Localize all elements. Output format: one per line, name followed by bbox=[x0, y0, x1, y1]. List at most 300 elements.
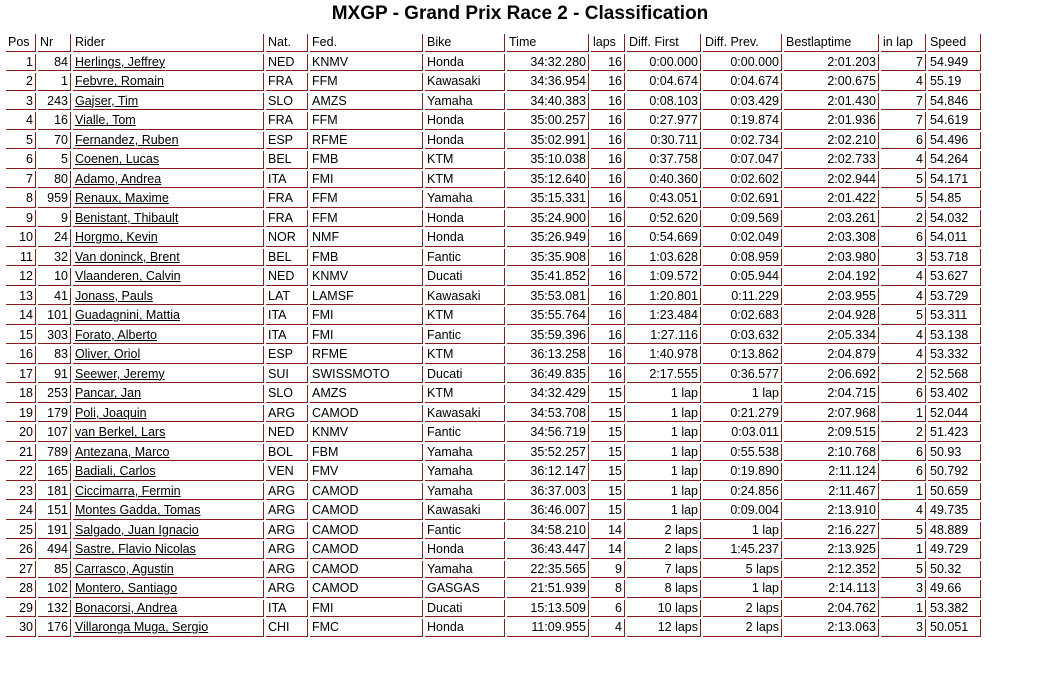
cell-diff-prev: 0:03.011 bbox=[703, 424, 782, 442]
cell-bestlaptime: 2:06.692 bbox=[784, 366, 879, 384]
cell-speed: 54.264 bbox=[928, 151, 981, 169]
cell-nat: SLO bbox=[266, 93, 308, 111]
cell-bike: Honda bbox=[425, 229, 505, 247]
cell-fed: KNMV bbox=[310, 54, 423, 72]
cell-nat: ESP bbox=[266, 132, 308, 150]
cell-bike: Kawasaki bbox=[425, 288, 505, 306]
cell-nr: 83 bbox=[38, 346, 71, 364]
cell-nr: 494 bbox=[38, 541, 71, 559]
cell-rider[interactable]: Jonass, Pauls bbox=[73, 288, 264, 306]
cell-in-lap: 3 bbox=[881, 619, 926, 637]
cell-nat: ARG bbox=[266, 561, 308, 579]
cell-fed: CAMOD bbox=[310, 405, 423, 423]
cell-laps: 15 bbox=[591, 405, 625, 423]
cell-rider[interactable]: Carrasco, Agustin bbox=[73, 561, 264, 579]
table-row bbox=[6, 541, 981, 559]
cell-speed: 53.402 bbox=[928, 385, 981, 403]
cell-rider[interactable]: Coenen, Lucas bbox=[73, 151, 264, 169]
cell-diff-first: 2 laps bbox=[627, 522, 701, 540]
cell-diff-prev: 0:36.577 bbox=[703, 366, 782, 384]
col-header-nat: Nat. bbox=[266, 34, 308, 52]
table-row bbox=[6, 190, 981, 208]
table-row bbox=[6, 444, 981, 462]
cell-fed: CAMOD bbox=[310, 561, 423, 579]
cell-diff-first: 0:04.674 bbox=[627, 73, 701, 91]
cell-in-lap: 2 bbox=[881, 366, 926, 384]
cell-bike: Honda bbox=[425, 210, 505, 228]
cell-time: 11:09.955 bbox=[507, 619, 589, 637]
cell-diff-prev: 0:03.632 bbox=[703, 327, 782, 345]
cell-in-lap: 4 bbox=[881, 268, 926, 286]
cell-nat: ITA bbox=[266, 600, 308, 618]
cell-fed: FFM bbox=[310, 190, 423, 208]
cell-rider[interactable]: Vialle, Tom bbox=[73, 112, 264, 130]
cell-nat: FRA bbox=[266, 112, 308, 130]
cell-fed: KNMV bbox=[310, 424, 423, 442]
cell-rider[interactable]: Febvre, Romain bbox=[73, 73, 264, 91]
cell-speed: 50.93 bbox=[928, 444, 981, 462]
cell-in-lap: 5 bbox=[881, 171, 926, 189]
cell-in-lap: 6 bbox=[881, 132, 926, 150]
cell-bestlaptime: 2:01.936 bbox=[784, 112, 879, 130]
cell-laps: 16 bbox=[591, 307, 625, 325]
cell-bike: KTM bbox=[425, 171, 505, 189]
col-header-laps: laps bbox=[591, 34, 625, 52]
cell-diff-first: 1:27.116 bbox=[627, 327, 701, 345]
cell-in-lap: 7 bbox=[881, 54, 926, 72]
cell-nr: 80 bbox=[38, 171, 71, 189]
cell-pos: 12 bbox=[6, 268, 36, 286]
cell-bike: Honda bbox=[425, 54, 505, 72]
table-row bbox=[6, 54, 981, 72]
cell-nr: 176 bbox=[38, 619, 71, 637]
cell-rider[interactable]: Sastre, Flavio Nicolas bbox=[73, 541, 264, 559]
cell-time: 36:13.258 bbox=[507, 346, 589, 364]
cell-diff-prev: 0:19.874 bbox=[703, 112, 782, 130]
cell-nr: 91 bbox=[38, 366, 71, 384]
cell-in-lap: 4 bbox=[881, 151, 926, 169]
cell-laps: 16 bbox=[591, 132, 625, 150]
cell-laps: 16 bbox=[591, 229, 625, 247]
cell-pos: 14 bbox=[6, 307, 36, 325]
cell-time: 36:43.447 bbox=[507, 541, 589, 559]
cell-rider[interactable]: Antezana, Marco bbox=[73, 444, 264, 462]
cell-bike: Yamaha bbox=[425, 93, 505, 111]
cell-rider[interactable]: Guadagnini, Mattia bbox=[73, 307, 264, 325]
cell-rider[interactable]: Adamo, Andrea bbox=[73, 171, 264, 189]
cell-diff-first: 0:27.977 bbox=[627, 112, 701, 130]
cell-bike: Fantic bbox=[425, 424, 505, 442]
cell-speed: 54.032 bbox=[928, 210, 981, 228]
cell-diff-prev: 1:45.237 bbox=[703, 541, 782, 559]
cell-bike: Fantic bbox=[425, 249, 505, 267]
cell-diff-first: 0:37.758 bbox=[627, 151, 701, 169]
cell-fed: RFME bbox=[310, 132, 423, 150]
col-header-bestlaptime: Bestlaptime bbox=[784, 34, 879, 52]
cell-pos: 20 bbox=[6, 424, 36, 442]
cell-speed: 49.729 bbox=[928, 541, 981, 559]
col-header-bike: Bike bbox=[425, 34, 505, 52]
cell-rider[interactable]: Pancar, Jan bbox=[73, 385, 264, 403]
cell-speed: 53.627 bbox=[928, 268, 981, 286]
cell-nr: 101 bbox=[38, 307, 71, 325]
cell-rider[interactable]: Salgado, Juan Ignacio bbox=[73, 522, 264, 540]
cell-fed: CAMOD bbox=[310, 541, 423, 559]
cell-pos: 22 bbox=[6, 463, 36, 481]
cell-bestlaptime: 2:05.334 bbox=[784, 327, 879, 345]
cell-speed: 54.496 bbox=[928, 132, 981, 150]
cell-rider[interactable]: Montero, Santiago bbox=[73, 580, 264, 598]
cell-pos: 15 bbox=[6, 327, 36, 345]
cell-bestlaptime: 2:01.422 bbox=[784, 190, 879, 208]
cell-in-lap: 3 bbox=[881, 580, 926, 598]
cell-rider[interactable]: Forato, Alberto bbox=[73, 327, 264, 345]
cell-laps: 9 bbox=[591, 561, 625, 579]
cell-in-lap: 1 bbox=[881, 600, 926, 618]
cell-time: 35:15.331 bbox=[507, 190, 589, 208]
table-row bbox=[6, 405, 981, 423]
cell-time: 35:52.257 bbox=[507, 444, 589, 462]
col-header-speed: Speed bbox=[928, 34, 981, 52]
cell-nr: 959 bbox=[38, 190, 71, 208]
cell-bike: Honda bbox=[425, 619, 505, 637]
cell-fed: CAMOD bbox=[310, 483, 423, 501]
cell-diff-prev: 0:02.683 bbox=[703, 307, 782, 325]
cell-nr: 10 bbox=[38, 268, 71, 286]
cell-diff-first: 0:54.669 bbox=[627, 229, 701, 247]
cell-laps: 14 bbox=[591, 522, 625, 540]
cell-in-lap: 3 bbox=[881, 249, 926, 267]
cell-pos: 29 bbox=[6, 600, 36, 618]
cell-bestlaptime: 2:03.261 bbox=[784, 210, 879, 228]
cell-in-lap: 2 bbox=[881, 424, 926, 442]
cell-bike: Yamaha bbox=[425, 561, 505, 579]
cell-speed: 52.568 bbox=[928, 366, 981, 384]
cell-nat: ITA bbox=[266, 307, 308, 325]
cell-fed: FBM bbox=[310, 444, 423, 462]
table-row bbox=[6, 522, 981, 540]
col-header-diff-prev: Diff. Prev. bbox=[703, 34, 782, 52]
cell-bestlaptime: 2:07.968 bbox=[784, 405, 879, 423]
cell-nr: 1 bbox=[38, 73, 71, 91]
col-header-in-lap: in lap bbox=[881, 34, 926, 52]
cell-in-lap: 4 bbox=[881, 288, 926, 306]
cell-fed: CAMOD bbox=[310, 522, 423, 540]
cell-diff-first: 8 laps bbox=[627, 580, 701, 598]
cell-bestlaptime: 2:01.203 bbox=[784, 54, 879, 72]
cell-in-lap: 1 bbox=[881, 541, 926, 559]
cell-fed: FMB bbox=[310, 249, 423, 267]
cell-time: 21:51.939 bbox=[507, 580, 589, 598]
cell-speed: 53.332 bbox=[928, 346, 981, 364]
cell-time: 36:37.003 bbox=[507, 483, 589, 501]
cell-nat: CHI bbox=[266, 619, 308, 637]
col-header-fed: Fed. bbox=[310, 34, 423, 52]
cell-rider[interactable]: Van doninck, Brent bbox=[73, 249, 264, 267]
cell-rider[interactable]: Seewer, Jeremy bbox=[73, 366, 264, 384]
cell-laps: 16 bbox=[591, 288, 625, 306]
cell-time: 35:00.257 bbox=[507, 112, 589, 130]
cell-nat: FRA bbox=[266, 73, 308, 91]
cell-in-lap: 4 bbox=[881, 327, 926, 345]
cell-fed: FMV bbox=[310, 463, 423, 481]
cell-bike: Fantic bbox=[425, 522, 505, 540]
cell-rider[interactable]: Herlings, Jeffrey bbox=[73, 54, 264, 72]
cell-bestlaptime: 2:16.227 bbox=[784, 522, 879, 540]
cell-fed: KNMV bbox=[310, 268, 423, 286]
table-row bbox=[6, 463, 981, 481]
cell-speed: 54.846 bbox=[928, 93, 981, 111]
cell-speed: 50.051 bbox=[928, 619, 981, 637]
cell-fed: FFM bbox=[310, 210, 423, 228]
table-row bbox=[6, 93, 981, 111]
cell-fed: FMB bbox=[310, 151, 423, 169]
cell-in-lap: 5 bbox=[881, 190, 926, 208]
cell-bike: KTM bbox=[425, 151, 505, 169]
cell-in-lap: 5 bbox=[881, 307, 926, 325]
cell-bike: Yamaha bbox=[425, 463, 505, 481]
cell-in-lap: 4 bbox=[881, 73, 926, 91]
cell-nat: BEL bbox=[266, 249, 308, 267]
cell-fed: FMC bbox=[310, 619, 423, 637]
cell-rider[interactable]: Bonacorsi, Andrea bbox=[73, 600, 264, 618]
cell-bike: KTM bbox=[425, 346, 505, 364]
cell-bestlaptime: 2:00.675 bbox=[784, 73, 879, 91]
cell-in-lap: 5 bbox=[881, 522, 926, 540]
cell-nat: NED bbox=[266, 54, 308, 72]
cell-nr: 5 bbox=[38, 151, 71, 169]
cell-nr: 102 bbox=[38, 580, 71, 598]
table-row bbox=[6, 288, 981, 306]
cell-bestlaptime: 2:02.944 bbox=[784, 171, 879, 189]
cell-pos: 11 bbox=[6, 249, 36, 267]
cell-nat: ITA bbox=[266, 171, 308, 189]
cell-speed: 53.718 bbox=[928, 249, 981, 267]
cell-nat: LAT bbox=[266, 288, 308, 306]
cell-diff-prev: 0:07.047 bbox=[703, 151, 782, 169]
cell-diff-first: 1 lap bbox=[627, 385, 701, 403]
cell-speed: 53.382 bbox=[928, 600, 981, 618]
cell-laps: 4 bbox=[591, 619, 625, 637]
cell-in-lap: 1 bbox=[881, 405, 926, 423]
cell-diff-first: 0:30.711 bbox=[627, 132, 701, 150]
cell-nat: NED bbox=[266, 268, 308, 286]
cell-rider[interactable]: Vlaanderen, Calvin bbox=[73, 268, 264, 286]
cell-diff-prev: 0:02.602 bbox=[703, 171, 782, 189]
cell-diff-first: 10 laps bbox=[627, 600, 701, 618]
cell-bike: GASGAS bbox=[425, 580, 505, 598]
cell-nr: 181 bbox=[38, 483, 71, 501]
col-header-rider: Rider bbox=[73, 34, 264, 52]
cell-fed: FMI bbox=[310, 600, 423, 618]
table-row bbox=[6, 307, 981, 325]
cell-time: 35:59.396 bbox=[507, 327, 589, 345]
cell-fed: NMF bbox=[310, 229, 423, 247]
cell-nr: 132 bbox=[38, 600, 71, 618]
cell-diff-first: 1 lap bbox=[627, 405, 701, 423]
cell-pos: 3 bbox=[6, 93, 36, 111]
cell-time: 35:55.764 bbox=[507, 307, 589, 325]
cell-speed: 55.19 bbox=[928, 73, 981, 91]
cell-diff-first: 1 lap bbox=[627, 444, 701, 462]
cell-in-lap: 7 bbox=[881, 93, 926, 111]
cell-bike: Honda bbox=[425, 132, 505, 150]
cell-bike: Yamaha bbox=[425, 483, 505, 501]
cell-diff-prev: 0:02.734 bbox=[703, 132, 782, 150]
cell-nr: 303 bbox=[38, 327, 71, 345]
cell-bestlaptime: 2:12.352 bbox=[784, 561, 879, 579]
cell-diff-first: 0:00.000 bbox=[627, 54, 701, 72]
cell-fed: SWISSMOTO bbox=[310, 366, 423, 384]
cell-diff-prev: 1 lap bbox=[703, 522, 782, 540]
table-row bbox=[6, 424, 981, 442]
cell-nr: 191 bbox=[38, 522, 71, 540]
cell-rider[interactable]: Oliver, Oriol bbox=[73, 346, 264, 364]
cell-bestlaptime: 2:03.980 bbox=[784, 249, 879, 267]
cell-nr: 253 bbox=[38, 385, 71, 403]
cell-laps: 16 bbox=[591, 249, 625, 267]
cell-bestlaptime: 2:03.308 bbox=[784, 229, 879, 247]
cell-nat: BOL bbox=[266, 444, 308, 462]
cell-pos: 6 bbox=[6, 151, 36, 169]
cell-diff-first: 1 lap bbox=[627, 502, 701, 520]
cell-nat: FRA bbox=[266, 210, 308, 228]
cell-laps: 15 bbox=[591, 444, 625, 462]
cell-nr: 16 bbox=[38, 112, 71, 130]
cell-diff-prev: 0:03.429 bbox=[703, 93, 782, 111]
table-row bbox=[6, 561, 981, 579]
cell-diff-first: 7 laps bbox=[627, 561, 701, 579]
cell-time: 15:13.509 bbox=[507, 600, 589, 618]
cell-pos: 16 bbox=[6, 346, 36, 364]
cell-bike: Honda bbox=[425, 112, 505, 130]
cell-rider[interactable]: Villaronga Muga, Sergio bbox=[73, 619, 264, 637]
cell-time: 36:49.835 bbox=[507, 366, 589, 384]
cell-laps: 14 bbox=[591, 541, 625, 559]
cell-diff-first: 1:40.978 bbox=[627, 346, 701, 364]
cell-pos: 2 bbox=[6, 73, 36, 91]
cell-bike: Kawasaki bbox=[425, 405, 505, 423]
cell-nr: 84 bbox=[38, 54, 71, 72]
classification-table bbox=[4, 32, 983, 639]
cell-pos: 28 bbox=[6, 580, 36, 598]
cell-in-lap: 4 bbox=[881, 346, 926, 364]
cell-laps: 16 bbox=[591, 73, 625, 91]
cell-in-lap: 4 bbox=[881, 502, 926, 520]
cell-diff-first: 1:20.801 bbox=[627, 288, 701, 306]
cell-laps: 6 bbox=[591, 600, 625, 618]
cell-pos: 7 bbox=[6, 171, 36, 189]
table-row bbox=[6, 268, 981, 286]
cell-nat: ARG bbox=[266, 483, 308, 501]
cell-nat: ARG bbox=[266, 502, 308, 520]
cell-pos: 17 bbox=[6, 366, 36, 384]
cell-laps: 15 bbox=[591, 463, 625, 481]
cell-time: 34:40.383 bbox=[507, 93, 589, 111]
cell-diff-prev: 0:13.862 bbox=[703, 346, 782, 364]
cell-nr: 9 bbox=[38, 210, 71, 228]
cell-time: 35:53.081 bbox=[507, 288, 589, 306]
cell-nat: ITA bbox=[266, 327, 308, 345]
cell-speed: 49.735 bbox=[928, 502, 981, 520]
cell-diff-prev: 0:00.000 bbox=[703, 54, 782, 72]
cell-speed: 48.889 bbox=[928, 522, 981, 540]
cell-nat: FRA bbox=[266, 190, 308, 208]
cell-nr: 789 bbox=[38, 444, 71, 462]
col-header-diff-first: Diff. First bbox=[627, 34, 701, 52]
cell-diff-prev: 0:08.959 bbox=[703, 249, 782, 267]
cell-laps: 15 bbox=[591, 424, 625, 442]
cell-bestlaptime: 2:13.910 bbox=[784, 502, 879, 520]
cell-time: 34:32.280 bbox=[507, 54, 589, 72]
cell-bike: Fantic bbox=[425, 327, 505, 345]
cell-diff-first: 1:09.572 bbox=[627, 268, 701, 286]
cell-rider[interactable]: Gajser, Tim bbox=[73, 93, 264, 111]
cell-time: 22:35.565 bbox=[507, 561, 589, 579]
cell-diff-prev: 0:09.004 bbox=[703, 502, 782, 520]
cell-rider[interactable]: Badiali, Carlos bbox=[73, 463, 264, 481]
cell-nr: 85 bbox=[38, 561, 71, 579]
cell-rider[interactable]: Fernandez, Ruben bbox=[73, 132, 264, 150]
cell-speed: 51.423 bbox=[928, 424, 981, 442]
table-row bbox=[6, 366, 981, 384]
cell-rider[interactable]: Renaux, Maxime bbox=[73, 190, 264, 208]
cell-laps: 16 bbox=[591, 268, 625, 286]
cell-time: 34:58.210 bbox=[507, 522, 589, 540]
cell-laps: 16 bbox=[591, 346, 625, 364]
cell-time: 34:36.954 bbox=[507, 73, 589, 91]
col-header-time: Time bbox=[507, 34, 589, 52]
cell-laps: 15 bbox=[591, 385, 625, 403]
cell-diff-first: 1:23.484 bbox=[627, 307, 701, 325]
cell-in-lap: 6 bbox=[881, 444, 926, 462]
cell-diff-first: 0:08.103 bbox=[627, 93, 701, 111]
table-row bbox=[6, 132, 981, 150]
cell-in-lap: 7 bbox=[881, 112, 926, 130]
cell-diff-prev: 0:55.538 bbox=[703, 444, 782, 462]
cell-fed: AMZS bbox=[310, 93, 423, 111]
cell-rider[interactable]: Ciccimarra, Fermin bbox=[73, 483, 264, 501]
cell-nat: NED bbox=[266, 424, 308, 442]
cell-rider[interactable]: Benistant, Thibault bbox=[73, 210, 264, 228]
cell-rider[interactable]: Montes Gadda, Tomas bbox=[73, 502, 264, 520]
cell-diff-first: 0:40.360 bbox=[627, 171, 701, 189]
cell-laps: 16 bbox=[591, 327, 625, 345]
cell-rider[interactable]: van Berkel, Lars bbox=[73, 424, 264, 442]
cell-speed: 54.619 bbox=[928, 112, 981, 130]
cell-laps: 16 bbox=[591, 93, 625, 111]
cell-speed: 50.659 bbox=[928, 483, 981, 501]
cell-rider[interactable]: Poli, Joaquin bbox=[73, 405, 264, 423]
cell-diff-first: 1 lap bbox=[627, 483, 701, 501]
table-row bbox=[6, 171, 981, 189]
cell-diff-prev: 0:02.691 bbox=[703, 190, 782, 208]
header-row bbox=[6, 34, 981, 52]
cell-diff-prev: 0:04.674 bbox=[703, 73, 782, 91]
cell-fed: FFM bbox=[310, 73, 423, 91]
cell-pos: 23 bbox=[6, 483, 36, 501]
cell-nat: ARG bbox=[266, 522, 308, 540]
cell-diff-prev: 0:02.049 bbox=[703, 229, 782, 247]
cell-fed: RFME bbox=[310, 346, 423, 364]
cell-nr: 107 bbox=[38, 424, 71, 442]
cell-diff-first: 1:03.628 bbox=[627, 249, 701, 267]
cell-rider[interactable]: Horgmo, Kevin bbox=[73, 229, 264, 247]
cell-diff-first: 12 laps bbox=[627, 619, 701, 637]
cell-pos: 10 bbox=[6, 229, 36, 247]
cell-speed: 54.171 bbox=[928, 171, 981, 189]
cell-nat: VEN bbox=[266, 463, 308, 481]
